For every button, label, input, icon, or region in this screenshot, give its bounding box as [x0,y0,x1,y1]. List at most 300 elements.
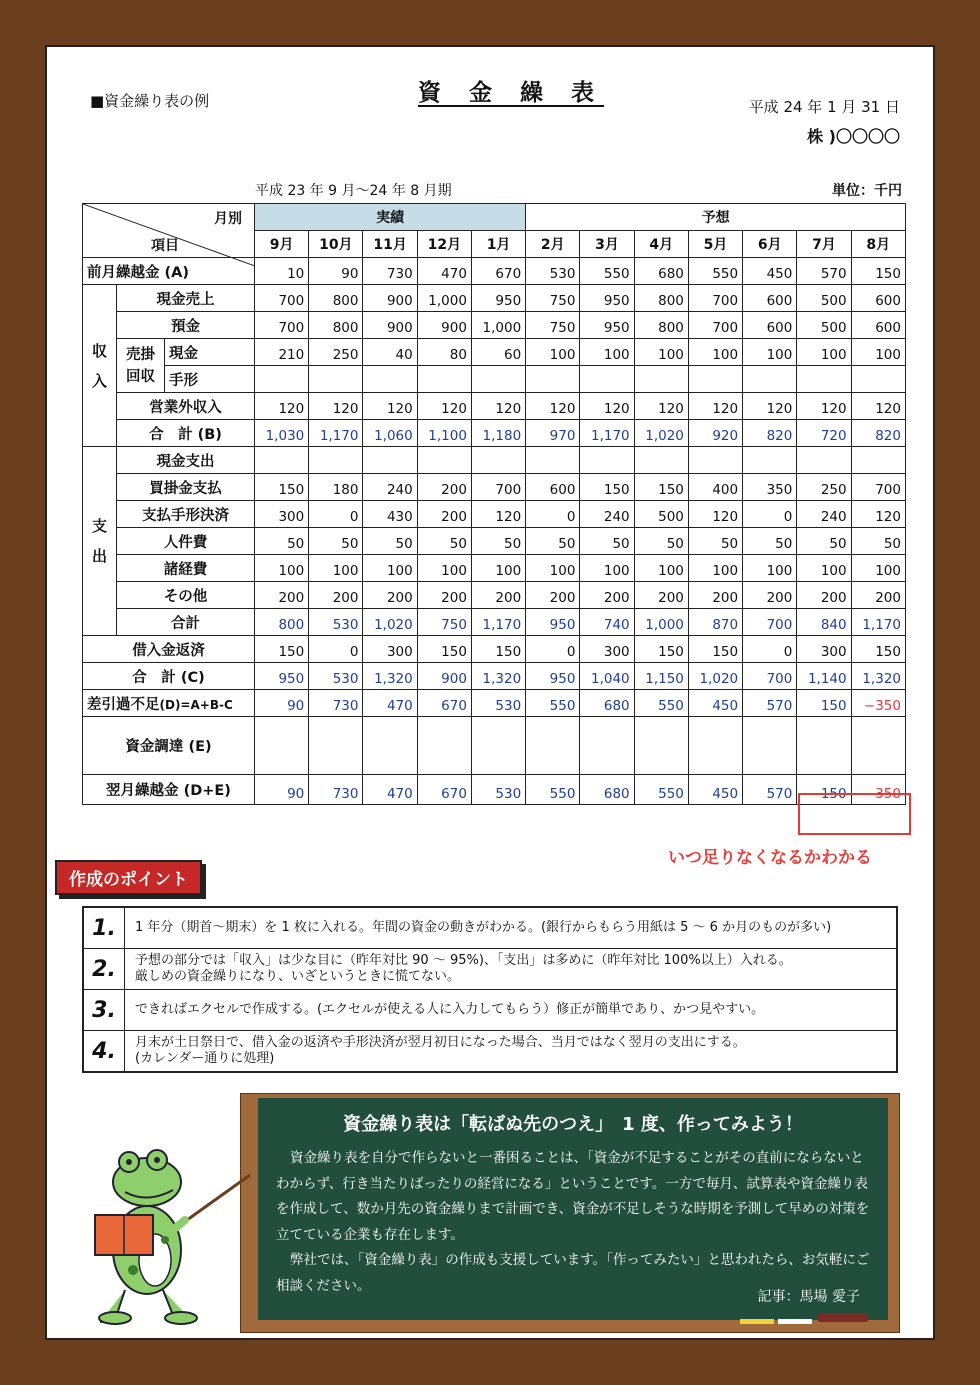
yellow-chalk [740,1319,774,1324]
value-cell: 50 [743,528,797,555]
row-label-bill: 手形 [165,366,255,393]
value-cell: 200 [688,582,742,609]
value-cell [851,717,905,775]
table-row [83,690,906,717]
value-cell: 200 [797,582,851,609]
corner-item-label: 項目 [151,238,179,254]
value-cell: 500 [797,312,851,339]
value-cell: 200 [634,582,688,609]
value-cell: 200 [471,582,525,609]
table-row [83,312,906,339]
row-label-payables-payment: 買掛金支払 [117,474,255,501]
value-cell [526,447,580,474]
chalkboard-paragraph-1: 資金繰り表を自分で作らないと一番困ることは、「資金が不足することがその直前にならないとわからず、行き当たりばったりの経営になる」ということです。一方で毎月、試算表や資金繰り表を作成して、数か月先の資金繰りまで計画でき、資金が不足しそうな時期を予測して早めの対策を立てている企業も存在します。 [276,1150,870,1243]
value-cell [309,447,363,474]
value-cell: 150 [851,636,905,663]
value-cell: 900 [363,312,417,339]
value-cell: 120 [417,393,471,420]
value-cell [797,717,851,775]
value-cell: 150 [255,636,309,663]
row-label-deposit: 預金 [117,312,255,339]
value-cell: 250 [797,474,851,501]
value-cell: 100 [797,555,851,582]
value-cell: 0 [309,636,363,663]
point-line: 厳しめの資金繰りになり、いざというときに慌てない。 [135,969,461,984]
month-header: 1月 [471,231,525,258]
value-cell [363,366,417,393]
expense-label-char: 出 [91,547,107,565]
article-author: 記事：馬場 愛子 [757,1289,860,1305]
shortfall-highlight-box [798,793,911,835]
value-cell [417,366,471,393]
points-heading: 作成のポイント [55,860,202,895]
value-cell: 0 [309,501,363,528]
value-cell: 1,060 [363,420,417,447]
month-header: 6月 [743,231,797,258]
value-cell: 600 [743,312,797,339]
value-cell: 200 [255,582,309,609]
value-cell [526,717,580,775]
value-cell: 100 [417,555,471,582]
unit-label: 単位：千円 [832,183,902,199]
value-cell [688,366,742,393]
value-cell [851,366,905,393]
row-label-personnel: 人件費 [117,528,255,555]
chalkboard [258,1098,888,1320]
value-cell: 680 [634,258,688,285]
value-cell: 120 [634,393,688,420]
value-cell: 750 [526,285,580,312]
value-cell [580,717,634,775]
value-cell [417,447,471,474]
value-cell: 500 [797,285,851,312]
value-cell [471,447,525,474]
value-cell: 120 [851,393,905,420]
value-cell: 0 [743,501,797,528]
value-cell [580,447,634,474]
board-eraser [818,1313,868,1322]
value-cell: 1,020 [634,420,688,447]
month-header: 9月 [255,231,309,258]
value-cell: 150 [634,636,688,663]
table-row [83,393,906,420]
value-cell: 300 [580,636,634,663]
value-cell: 200 [526,582,580,609]
value-cell: 570 [743,775,797,805]
income-section-label [83,285,117,447]
value-cell: 120 [688,393,742,420]
value-cell: 1,170 [309,420,363,447]
point-line: できればエクセルで作成する。(エクセルが使える人に入力してもらう）修正が簡単であり、かつ見やすい。 [135,1002,765,1017]
cash-flow-table [82,203,906,805]
value-cell: 700 [743,663,797,690]
row-label-carry-in: 前月繰越金 (A) [83,258,255,285]
value-cell: 200 [363,582,417,609]
month-header: 11月 [363,231,417,258]
value-cell: 200 [851,582,905,609]
value-cell: 100 [634,555,688,582]
value-cell: 120 [688,501,742,528]
point-line: (カレンダー通りに処理) [135,1051,275,1066]
value-cell: 120 [743,393,797,420]
value-cell: 530 [309,663,363,690]
value-cell: 400 [688,474,742,501]
value-cell: 100 [851,339,905,366]
row-label-other: その他 [117,582,255,609]
value-cell [688,717,742,775]
point-text [125,949,802,989]
value-cell: 150 [797,690,851,717]
value-cell [634,447,688,474]
value-cell: −350 [851,690,905,717]
row-label-cash-sales: 現金売上 [117,285,255,312]
point-line: 月末が土日祭日で、借入金の返済や手形決済が翌月初日になった場合、当月ではなく翌月の支出にする。 [135,1035,746,1050]
value-cell: 1,140 [797,663,851,690]
value-cell: 50 [580,528,634,555]
point-text [125,990,774,1030]
value-cell: 150 [634,474,688,501]
value-cell: 120 [363,393,417,420]
chalkboard-paragraph-2: 弊社では、「資金繰り表」の作成も支援しています。「作ってみたい」と思われたら、お気軽にご相談ください。 [276,1252,870,1294]
value-cell: 450 [688,690,742,717]
value-cell: 150 [580,474,634,501]
value-cell: 570 [743,690,797,717]
value-cell: 550 [634,775,688,805]
value-cell [797,366,851,393]
row-label-expense-subtotal: 合計 [117,609,255,636]
value-cell: 80 [417,339,471,366]
value-cell [309,366,363,393]
value-cell: 1,320 [851,663,905,690]
value-cell: 1,320 [363,663,417,690]
value-cell: 10 [255,258,309,285]
value-cell: 250 [309,339,363,366]
value-cell: 750 [417,609,471,636]
table-row [83,775,906,805]
table-row [83,339,906,366]
value-cell: 680 [580,775,634,805]
value-cell: 450 [743,258,797,285]
month-header: 8月 [851,231,905,258]
month-header: 7月 [797,231,851,258]
month-header: 12月 [417,231,471,258]
value-cell: 100 [634,339,688,366]
value-cell: 550 [580,258,634,285]
value-cell: 120 [471,393,525,420]
chalkboard-title: 資金繰り表は「転ばぬ先のつえ」 1 度、作ってみよう！ [343,1114,803,1135]
value-cell: 800 [634,312,688,339]
income-label-char: 収 [91,341,107,360]
value-cell: 700 [743,609,797,636]
value-cell: 50 [526,528,580,555]
value-cell: 120 [309,393,363,420]
row-label-total-c: 合 計 (C) [83,663,255,690]
value-cell [634,366,688,393]
row-label-cash-payments: 現金支出 [117,447,255,474]
value-cell: 120 [255,393,309,420]
value-cell [309,717,363,775]
value-cell: 600 [851,312,905,339]
row-label-cash: 現金 [165,339,255,366]
month-header: 10月 [309,231,363,258]
value-cell: 150 [255,474,309,501]
value-cell: 60 [471,339,525,366]
value-cell: 670 [417,775,471,805]
value-cell [688,447,742,474]
value-cell: 50 [309,528,363,555]
value-cell: 100 [580,339,634,366]
value-cell: 700 [255,312,309,339]
value-cell: 570 [797,258,851,285]
value-cell: 470 [417,258,471,285]
fiscal-period: 平成 23 年 9 月～24 年 8 月期 [255,183,452,199]
point-number: 3. [84,990,125,1030]
value-cell: 720 [797,420,851,447]
value-cell: 530 [471,690,525,717]
value-cell: 950 [471,285,525,312]
value-cell: 150 [688,636,742,663]
value-cell: 1,020 [688,663,742,690]
value-cell [417,717,471,775]
value-cell: 1,030 [255,420,309,447]
value-cell: 100 [471,555,525,582]
value-cell: 90 [255,775,309,805]
value-cell: 920 [688,420,742,447]
value-cell: 100 [797,339,851,366]
table-row [83,420,906,447]
value-cell: 800 [255,609,309,636]
value-cell: 50 [634,528,688,555]
row-label-financing-e: 資金調達 (E) [83,717,255,775]
value-cell: 870 [688,609,742,636]
value-cell: 50 [851,528,905,555]
value-cell: 600 [526,474,580,501]
points-list [82,906,898,1073]
value-cell: 740 [580,609,634,636]
value-cell: 450 [688,775,742,805]
value-cell: 210 [255,339,309,366]
point-item [84,908,896,949]
value-cell: 200 [417,582,471,609]
row-label-loan-repayment: 借入金返済 [83,636,255,663]
value-cell: 1,150 [634,663,688,690]
table-row [83,501,906,528]
row-label-receivable-collection: 売掛 回収 [117,339,165,393]
row-label-income-total: 合 計 (B) [117,420,255,447]
row-label-carry-out: 翌月繰越金 (D+E) [83,775,255,805]
value-cell [471,717,525,775]
value-cell [743,366,797,393]
document-title: 資 金 繰 表 [418,80,605,106]
value-cell: 700 [851,474,905,501]
white-chalk [778,1319,812,1324]
row-label-bill-settlement: 支払手形決済 [117,501,255,528]
value-cell: 200 [417,474,471,501]
value-cell: 1,040 [580,663,634,690]
income-label-char: 入 [91,371,107,390]
value-cell: 100 [743,339,797,366]
point-item [84,1031,896,1071]
value-cell: 550 [634,690,688,717]
value-cell: 670 [471,258,525,285]
table-row [83,528,906,555]
value-cell: 120 [797,393,851,420]
value-cell: 530 [471,775,525,805]
value-cell: 680 [580,690,634,717]
value-cell: 350 [743,474,797,501]
value-cell: 700 [255,285,309,312]
table-row [83,663,906,690]
value-cell: 950 [526,663,580,690]
value-cell [851,447,905,474]
value-cell: 530 [309,609,363,636]
value-cell: 120 [580,393,634,420]
row-label-non-operating-income: 営業外収入 [117,393,255,420]
point-number: 2. [84,949,125,989]
corner-month-label: 月別 [214,211,243,227]
value-cell: 1,170 [471,609,525,636]
value-cell [797,447,851,474]
value-cell: 730 [309,690,363,717]
document-label: ■資金繰り表の例 [90,92,210,110]
value-cell: 1,180 [471,420,525,447]
value-cell: 1,320 [471,663,525,690]
table-row [83,447,906,474]
value-cell: 90 [255,690,309,717]
value-cell: 500 [634,501,688,528]
value-cell: 470 [363,690,417,717]
forecast-group-header: 予想 [526,204,906,231]
point-item [84,990,896,1031]
value-cell: 100 [526,555,580,582]
value-cell: 50 [688,528,742,555]
value-cell: 550 [688,258,742,285]
table-row [83,366,906,393]
table-row [83,555,906,582]
value-cell: 820 [851,420,905,447]
table-corner [83,204,255,258]
value-cell: 730 [363,258,417,285]
value-cell: 900 [417,312,471,339]
value-cell: 1,170 [580,420,634,447]
value-cell [743,447,797,474]
value-cell: 0 [526,501,580,528]
value-cell: 50 [471,528,525,555]
value-cell: 1,020 [363,609,417,636]
value-cell: 200 [580,582,634,609]
value-cell: 550 [526,690,580,717]
value-cell: 100 [309,555,363,582]
value-cell: 1,000 [471,312,525,339]
balance-label-text: 差引過不足 [87,696,160,713]
value-cell: 1,000 [634,609,688,636]
value-cell [634,717,688,775]
value-cell: 100 [743,555,797,582]
value-cell: 240 [580,501,634,528]
value-cell: 50 [255,528,309,555]
value-cell [580,366,634,393]
value-cell: 50 [797,528,851,555]
value-cell [471,366,525,393]
value-cell: 200 [743,582,797,609]
value-cell [363,447,417,474]
value-cell: 950 [580,312,634,339]
value-cell: 1,000 [417,285,471,312]
value-cell: 950 [255,663,309,690]
value-cell [743,717,797,775]
value-cell: 700 [688,312,742,339]
table-row [83,285,906,312]
value-cell: 670 [417,690,471,717]
value-cell [255,447,309,474]
value-cell: 700 [471,474,525,501]
value-cell: 120 [471,501,525,528]
row-label-misc-expenses: 諸経費 [117,555,255,582]
value-cell: 150 [851,258,905,285]
value-cell: 300 [363,636,417,663]
table-row [83,582,906,609]
value-cell [255,366,309,393]
value-cell: 180 [309,474,363,501]
shortfall-callout: いつ足りなくなるかわかる [668,848,872,868]
value-cell: 430 [363,501,417,528]
value-cell: 150 [417,636,471,663]
value-cell: 820 [743,420,797,447]
value-cell: 300 [797,636,851,663]
value-cell: 600 [743,285,797,312]
table-row [83,717,906,775]
value-cell: 950 [580,285,634,312]
value-cell: 840 [797,609,851,636]
value-cell: 120 [851,501,905,528]
actual-group-header: 実績 [255,204,526,231]
value-cell: 100 [688,339,742,366]
value-cell: 800 [634,285,688,312]
expense-label-char: 支 [91,517,107,535]
value-cell: 40 [363,339,417,366]
value-cell: 100 [851,555,905,582]
value-cell: 100 [526,339,580,366]
value-cell [255,717,309,775]
expense-section-label [83,447,117,636]
value-cell: 900 [417,663,471,690]
value-cell: 800 [309,285,363,312]
month-header: 4月 [634,231,688,258]
value-cell: 970 [526,420,580,447]
value-cell: 100 [363,555,417,582]
value-cell: 800 [309,312,363,339]
value-cell: 200 [309,582,363,609]
value-cell: 50 [417,528,471,555]
value-cell: 50 [363,528,417,555]
point-item [84,949,896,990]
value-cell: 120 [526,393,580,420]
point-line: 予想の部分では「収入」は少な目に（昨年対比 90 ～ 95%)、「支出」は多めに（昨年対比 100%以上）入れる。 [135,953,792,968]
value-cell: 950 [526,609,580,636]
point-number: 1. [84,908,125,948]
month-header: 3月 [580,231,634,258]
table-row [83,609,906,636]
document-date: 平成 24 年 1 月 31 日 [748,98,900,116]
month-header: 2月 [526,231,580,258]
point-number: 4. [84,1031,125,1071]
value-cell: 240 [363,474,417,501]
value-cell: 1,100 [417,420,471,447]
value-cell: 150 [471,636,525,663]
frog-teacher-illustration [85,1130,255,1330]
value-cell: 1,170 [851,609,905,636]
value-cell: 90 [309,258,363,285]
